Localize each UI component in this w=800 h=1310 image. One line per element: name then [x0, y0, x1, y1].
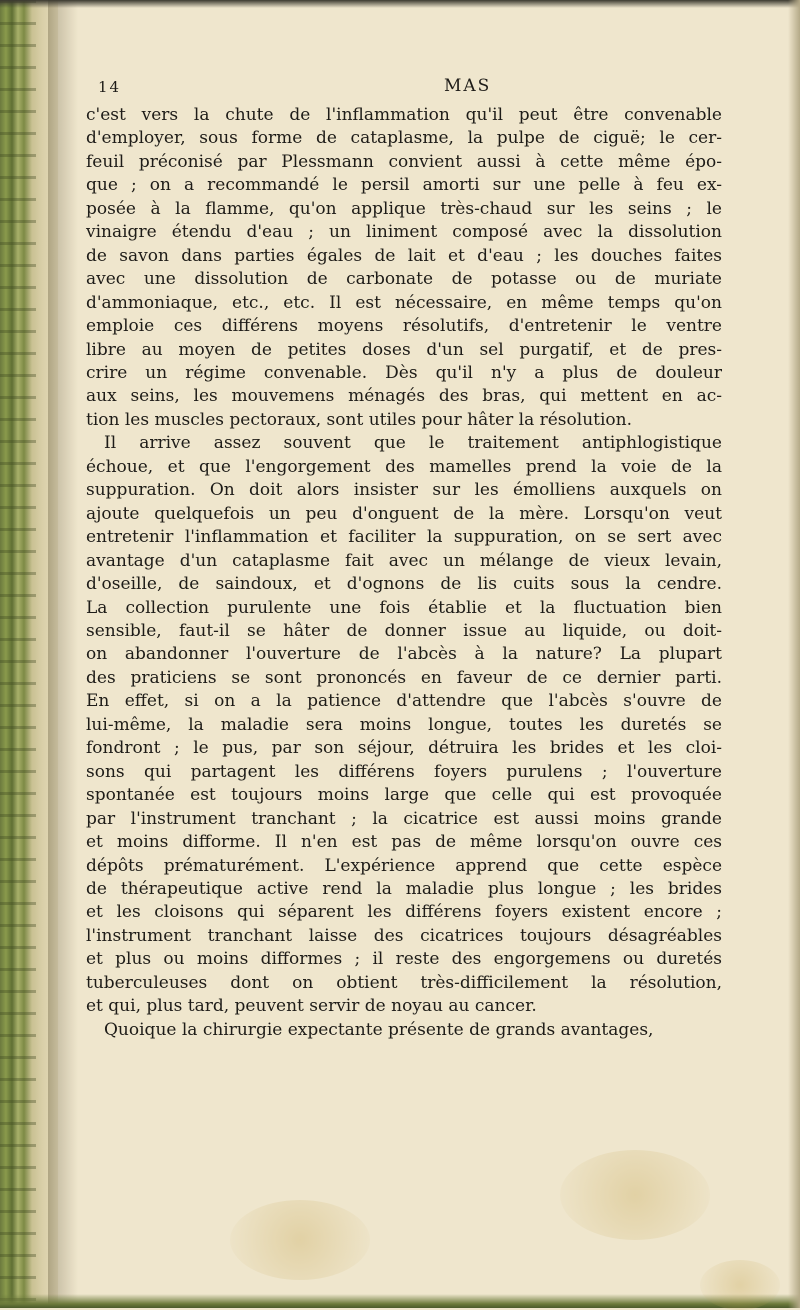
text-line: avec une dissolution de carbonate de potasse ou de muriate	[86, 269, 722, 290]
text-line: crire un régime convenable. Dès qu'il n'y a plus de douleur	[86, 362, 722, 383]
text-line: et plus ou moins difformes ; il reste des engorgemens ou duretés	[86, 949, 722, 970]
text-line: aux seins, les mouvemens ménagés des bras, qui mettent en ac-	[86, 386, 722, 407]
page-right-edge	[788, 0, 800, 1308]
text-line: et qui, plus tard, peuvent servir de noyau au cancer.	[86, 996, 537, 1017]
text-line: on abandonner l'ouverture de l'abcès à la nature? La plupart	[86, 644, 722, 665]
text-line: échoue, et que l'engorgement des mamelles prend la voie de la	[86, 456, 722, 477]
text-line: et les cloisons qui séparent les différens foyers existent encore ;	[86, 902, 722, 923]
page-bottom-edge	[0, 1294, 800, 1308]
binding-texture	[0, 0, 36, 1308]
text-line: posée à la flamme, qu'on applique très-chaud sur les seins ; le	[86, 198, 722, 219]
text-line: par l'instrument tranchant ; la cicatrice est aussi moins grande	[86, 808, 722, 829]
text-line: sensible, faut-il se hâter de donner issue au liquide, ou doit-	[86, 620, 722, 641]
paper-stain	[700, 1260, 780, 1310]
text-line: tion les muscles pectoraux, sont utiles pour hâter la résolution.	[86, 409, 633, 430]
text-line: d'ammoniaque, etc., etc. Il est nécessaire, en même temps qu'on	[86, 292, 722, 313]
text-line: l'instrument tranchant laisse des cicatrices toujours désagréables	[86, 925, 722, 946]
text-line: emploie ces différens moyens résolutifs, d'entretenir le ventre	[86, 316, 722, 337]
text-line: suppuration. On doit alors insister sur les émolliens auxquels on	[86, 480, 722, 501]
page-top-edge	[0, 0, 800, 8]
text-line: lui-même, la maladie sera moins longue, toutes les duretés se	[86, 714, 722, 735]
text-line: de savon dans parties égales de lait et d'eau ; les douches faites	[86, 245, 722, 266]
text-line: d'employer, sous forme de cataplasme, la pulpe de ciguë; le cer-	[86, 128, 722, 149]
text-line: et moins difforme. Il n'en est pas de même lorsqu'on ouvre ces	[86, 832, 722, 853]
text-line: dépôts prématurément. L'expérience apprend que cette espèce	[86, 855, 722, 876]
page-number: 14	[98, 78, 122, 96]
text-line: fondront ; le pus, par son séjour, détruira les brides et les cloi-	[86, 738, 722, 759]
text-line: vinaigre étendu d'eau ; un liniment composé avec la dissolution	[86, 222, 722, 243]
text-line: de thérapeutique active rend la maladie plus longue ; les brides	[86, 878, 722, 899]
body-text	[86, 104, 722, 1042]
running-title: MAS	[444, 76, 492, 96]
paragraph	[86, 104, 722, 432]
text-line: d'oseille, de saindoux, et d'ognons de lis cuits sous la cendre.	[86, 574, 722, 595]
text-line: que ; on a recommandé le persil amorti sur une pelle à feu ex-	[86, 175, 722, 196]
text-line: avantage d'un cataplasme fait avec un mélange de vieux levain,	[86, 550, 722, 571]
text-line: En effet, si on a la patience d'attendre que l'abcès s'ouvre de	[86, 691, 722, 712]
running-header	[86, 74, 722, 104]
text-line: spontanée est toujours moins large que celle qui est provoquée	[86, 785, 722, 806]
text-line: libre au moyen de petites doses d'un sel purgatif, et de pres-	[86, 339, 722, 360]
text-line: tuberculeuses dont on obtient très-difficilement la résolution,	[86, 972, 722, 993]
book-page	[86, 74, 722, 1042]
paper-stain	[230, 1200, 370, 1280]
paper-stain	[560, 1150, 710, 1240]
text-line: Il arrive assez souvent que le traitement antiphlogistique	[104, 433, 722, 454]
text-line: des praticiens se sont prononcés en faveur de ce dernier parti.	[86, 667, 722, 688]
text-line: entretenir l'inflammation et faciliter la suppuration, on se sert avec	[86, 527, 722, 548]
paragraph	[86, 1019, 722, 1042]
text-line: ajoute quelquefois un peu d'onguent de la mère. Lorsqu'on veut	[86, 503, 722, 524]
paragraph	[86, 432, 722, 1018]
text-line: La collection purulente une fois établie et la fluctuation bien	[86, 597, 722, 618]
text-line: sons qui partagent les différens foyers purulens ; l'ouverture	[86, 761, 722, 782]
text-line: c'est vers la chute de l'inflammation qu'il peut être convenable	[86, 105, 722, 125]
text-line: Quoique la chirurgie expectante présente de grands avantages,	[104, 1019, 654, 1040]
gutter-shadow	[48, 0, 78, 1308]
text-line: feuil préconisé par Plessmann convient aussi à cette même épo-	[86, 151, 722, 172]
